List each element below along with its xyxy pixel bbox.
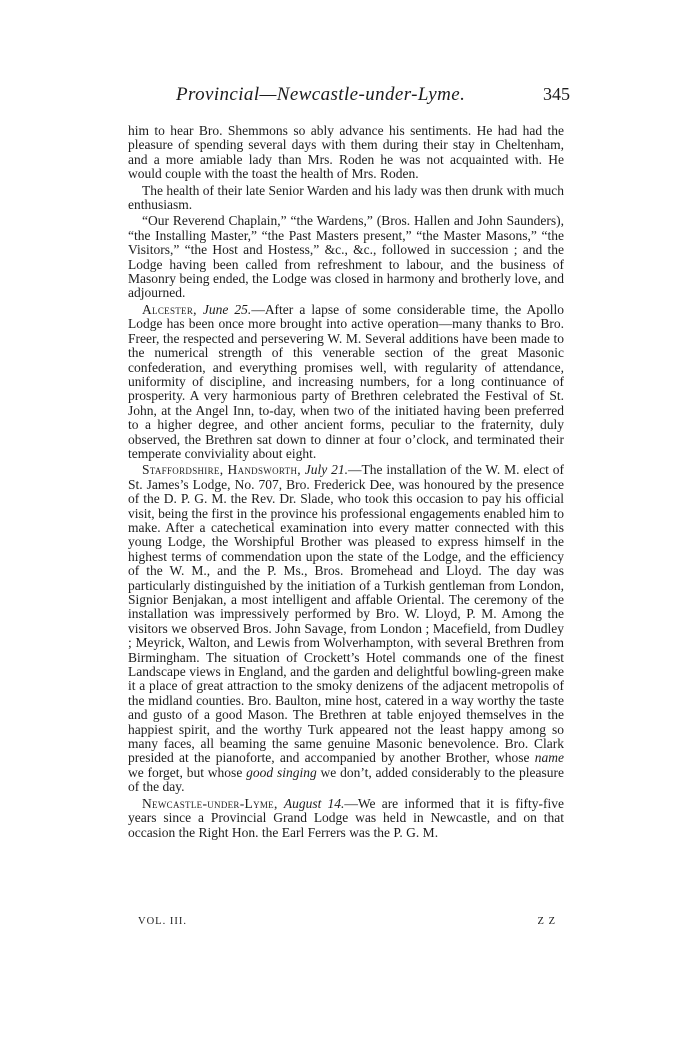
place-heading-handsworth: Staffordshire, Handsworth, bbox=[142, 462, 301, 478]
text-handsworth-a: —The installation of the W. M. elect of St. James’s Lodge, No. 707, Bro. Frederick Dee, was honoured by the presence of the D. P. G. M. the Rev. Dr. Slade, who took this occasion to pay his official visit, being the first in the province his professional engagements enabled him to make. After a catechetical examination into every matter connected with this young Lodge, the Worshipful Brother was pleased to express himself in the highest terms of commendation upon the state of the Lodge, and the efficiency of the W. M., and the P. Ms., Bros. Bromehead and Lloyd. The day was particularly distinguished by the initiation of a Turkish gentleman from London, Signior Benjakan, a most intelligent and affable Oriental. The ceremony of the installation was impressively performed by Bro. W. Lloyd, P. M. Among the visitors we observed Bros. John Savage, from London ; Macefield, from Dudley ; Meyrick, Walton, and Lewis from Wolverhampton, with several Brethren from Birmingham. The situation of Crockett’s Hotel commands one of the finest Landscape views in England, and the garden and delightful bowling-green make it a place of great attraction to the smoky denizens of the adjacent metropolis of the midland counties. Bro. Baulton, mine host, catered in a way worthy the taste and gusto of a good Mason. The Brethren at table enjoyed themselves in the happiest spirit, and the worthy Turk appeared not the least happy among so many faces, all beaming the same genuine Masonic benevolence. Bro. Clark presided at the pianoforte, and accompanied by another Brother, whose bbox=[128, 462, 564, 766]
page-number: 345 bbox=[543, 84, 570, 104]
paragraph-handsworth bbox=[128, 463, 564, 794]
paragraph-toasts: “Our Reverend Chaplain,” “the Wardens,” (Bros. Hallen and John Saunders), “the Installing Master,” “the Past Masters present,” “the Master Masons,” “the Visitors,” “the Host and Hostess,” &c., &c., followed in succession ; and the Lodge having been called from refreshment to labour, and the business of Masonry being ended, the Lodge was closed in harmony and brotherly love, and adjourned. bbox=[128, 213, 564, 301]
paragraph-roden-toast: him to hear Bro. Shemmons so ably advance his sentiments. He had had the pleasure of spending several days with them during their stay in Cheltenham, and a more amiable lady than Mrs. Roden he was not acquainted with. He would couple with the toast the health of Mrs. Roden. bbox=[128, 123, 564, 182]
date-handsworth: July 21. bbox=[304, 462, 349, 478]
date-newcastle: August 14. bbox=[283, 795, 345, 811]
volume-mark: VOL. III. bbox=[138, 916, 187, 927]
place-heading-newcastle: Newcastle-under-Lyme, bbox=[142, 795, 278, 811]
place-heading-alcester: Alcester, bbox=[142, 301, 197, 317]
paragraph-senior-warden: The health of their late Senior Warden and his lady was then drunk with much enthusiasm. bbox=[128, 182, 564, 213]
text-alcester: —After a lapse of some considerable time, the Apollo Lodge has been once more brought into active operation—many thanks to Bro. Freer, the respected and persevering W. M. Several additions have been made to the numerical strength of this venerable section of the great Masonic confederation, and everything promises well, with regularity of attendance, uniformity of discipline, and increasing numbers, for a long continuance of prosperity. A very harmonious party of Brethren celebrated the Festival of St. John, at the Angel Inn, to-day, when two of the initiated having been preferred to a higher degree, and other ancient forms, peculiar to the fraternity, duly observed, the Brethren sat down to dinner at four o’clock, and terminated their temperate conviviality about eight. bbox=[128, 301, 565, 461]
text-handsworth-c: we don’t, added considerably to the pleasure of the day. bbox=[128, 764, 564, 795]
text-newcastle: —We are informed that it is fifty-five years since a Provincial Grand Lodge was held in Newcastle, and on that occasion the Right Hon. the Earl Ferrers was the P. G. M. bbox=[128, 795, 564, 840]
page-header bbox=[100, 84, 570, 106]
emphasis-good-singing: good singing bbox=[246, 764, 317, 780]
page-footer bbox=[138, 916, 556, 930]
date-alcester: June 25. bbox=[202, 301, 252, 317]
emphasis-name: name bbox=[534, 750, 565, 766]
text-handsworth-b: we forget, but whose bbox=[128, 764, 247, 780]
paragraph-alcester bbox=[128, 303, 564, 461]
signature-mark: Z Z bbox=[537, 916, 556, 927]
running-head: Provincial—Newcastle-under-Lyme. bbox=[176, 84, 466, 105]
article-body bbox=[128, 124, 564, 842]
paragraph-newcastle bbox=[128, 797, 564, 840]
